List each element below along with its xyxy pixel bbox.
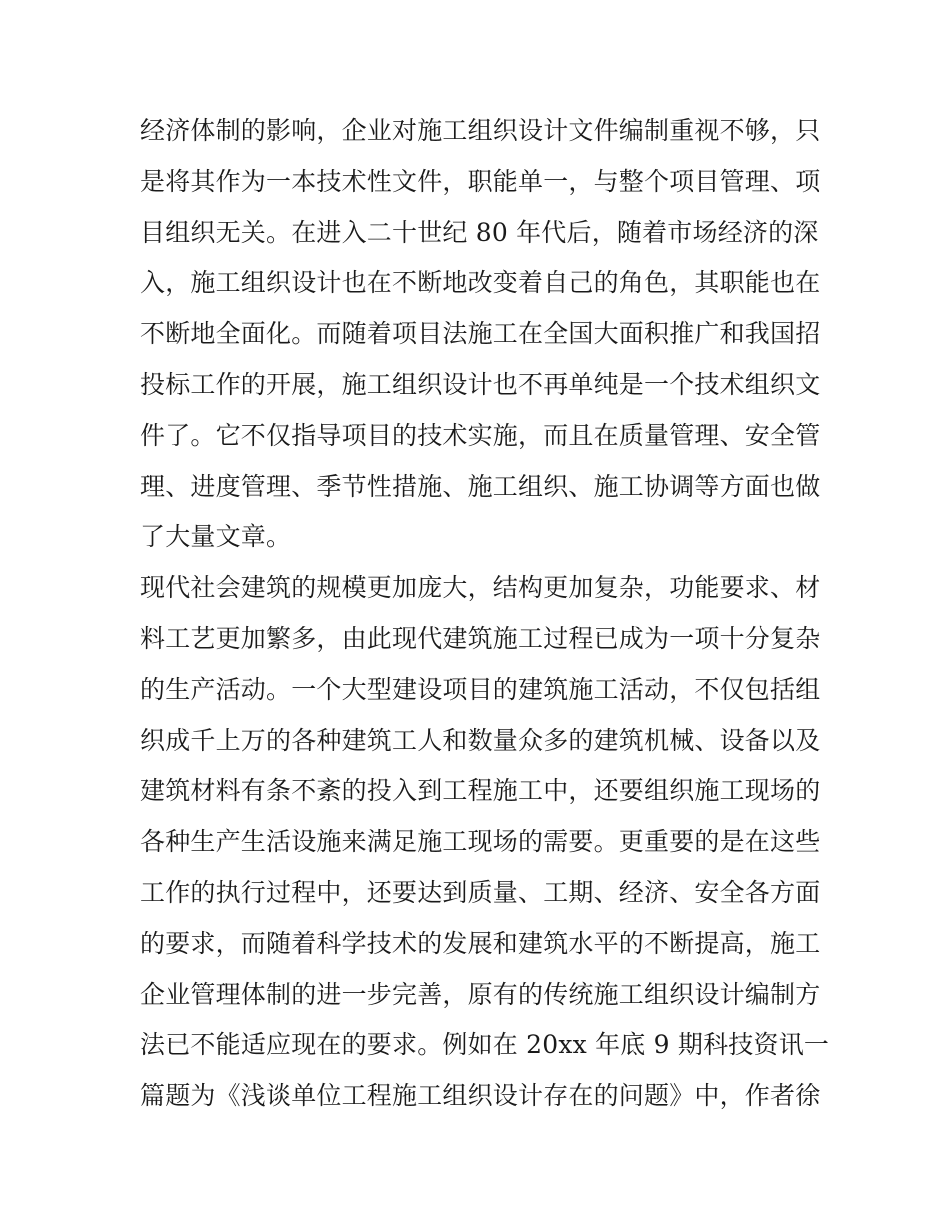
text-line: 的要求，而随着科学技术的发展和建筑水平的不断提高，施工 <box>140 928 821 958</box>
paragraph-2 <box>140 563 830 1122</box>
text-line: 理、进度管理、季节性措施、施工组织、施工协调等方面也做 <box>140 471 821 501</box>
text-line: 工作的执行过程中，还要达到质量、工期、经济、安全各方面 <box>140 877 821 907</box>
text-line: 织成千上万的各种建筑工人和数量众多的建筑机械、设备以及 <box>140 725 821 755</box>
text-line: 入，施工组织设计也在不断地改变着自己的角色，其职能也在 <box>140 268 821 298</box>
text-line: 是将其作为一本技术性文件，职能单一，与整个项目管理、项 <box>140 166 821 196</box>
text-line: 企业管理体制的进一步完善，原有的传统施工组织设计编制方 <box>140 979 821 1009</box>
text-line: 了大量文章。 <box>140 522 292 552</box>
text-line: 各种生产生活设施来满足施工现场的需要。更重要的是在这些 <box>140 827 821 857</box>
document-body <box>140 106 830 1122</box>
text-line: 投标工作的开展，施工组织设计也不再单纯是一个技术组织文 <box>140 369 821 399</box>
paragraph-1 <box>140 106 821 563</box>
text-line: 的生产活动。一个大型建设项目的建筑施工活动，不仅包括组 <box>140 674 821 704</box>
text-line: 不断地全面化。而随着项目法施工在全国大面积推广和我国招 <box>140 319 821 349</box>
text-line: 法已不能适应现在的要求。例如在 20xx 年底 9 期科技资讯一 <box>140 1030 830 1060</box>
text-line: 经济体制的影响，企业对施工组织设计文件编制重视不够，只 <box>140 116 821 145</box>
text-line: 篇题为《浅谈单位工程施工组织设计存在的问题》中，作者徐 <box>140 1081 821 1111</box>
text-line: 建筑材料有条不紊的投入到工程施工中，还要组织施工现场的 <box>140 776 821 806</box>
text-line: 现代社会建筑的规模更加庞大，结构更加复杂，功能要求、材 <box>140 573 821 603</box>
text-line: 目组织无关。在进入二十世纪 80 年代后，随着市场经济的深 <box>140 217 819 247</box>
text-line: 件了。它不仅指导项目的技术实施，而且在质量管理、安全管 <box>140 420 821 450</box>
text-line: 料工艺更加繁多，由此现代建筑施工过程已成为一项十分复杂 <box>140 623 821 653</box>
